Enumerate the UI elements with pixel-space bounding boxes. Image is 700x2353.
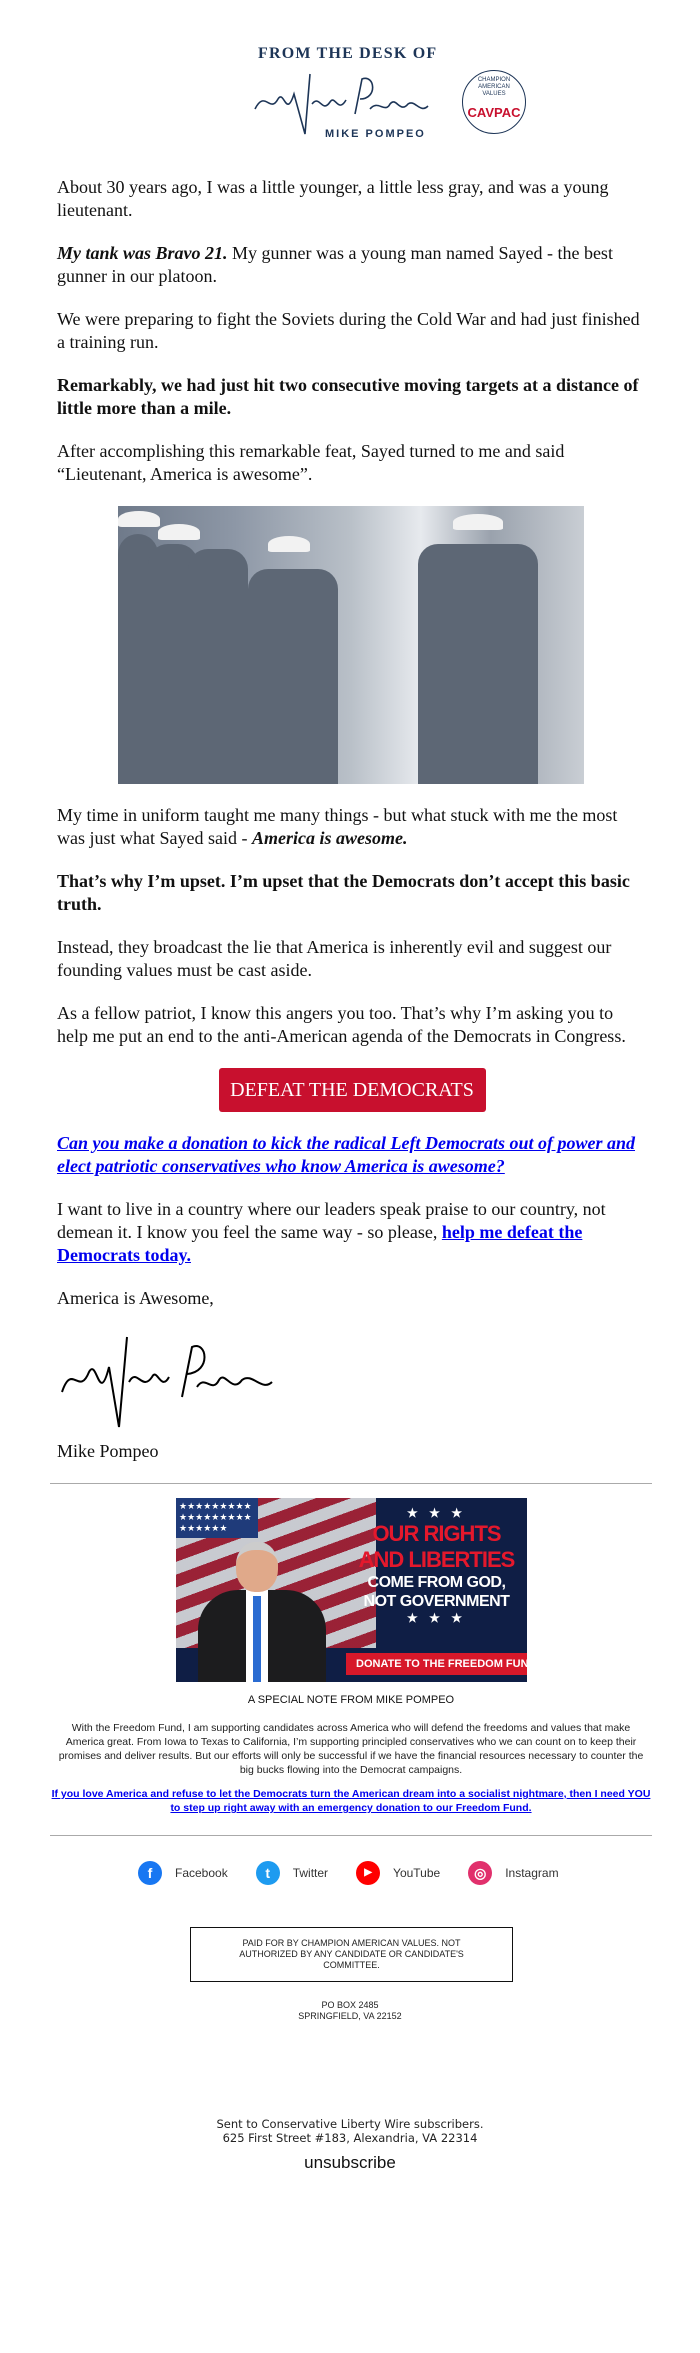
paragraph	[57, 870, 647, 916]
paragraph: We were preparing to fight the Soviets during the Cold War and had just finished a training run.	[57, 309, 640, 352]
divider	[50, 1835, 652, 1836]
sent-to-footer	[0, 2117, 700, 2145]
social-label: Instagram	[505, 1866, 559, 1880]
social-label: Facebook	[175, 1866, 228, 1880]
tie-shape	[253, 1596, 261, 1682]
bold-text: That’s why I’m upset. I’m upset that the Democrats don’t accept this basic truth.	[57, 871, 630, 914]
unsubscribe-link[interactable]: unsubscribe	[304, 2153, 396, 2172]
paragraph	[57, 374, 647, 420]
instagram-icon: ◎	[468, 1861, 492, 1885]
cadet-cap	[453, 514, 503, 530]
social-youtube[interactable]	[356, 1861, 440, 1885]
pompeo-photo	[188, 1528, 338, 1682]
defeat-link[interactable]: help me defeat the Democrats today.	[57, 1222, 583, 1265]
signoff-name: Mike Pompeo	[57, 1441, 159, 1461]
paragraph: Instead, they broadcast the lie that America is inherently evil and suggest our founding values must be cast aside.	[57, 937, 612, 980]
po-address	[0, 2000, 700, 2022]
stars-top: ★ ★ ★	[407, 1506, 466, 1520]
emphasis: America is awesome.	[251, 828, 408, 848]
special-note-title: A SPECIAL NOTE FROM MIKE POMPEO	[247, 1694, 455, 1706]
paragraph-text: I want to live in a country where our leaders speak praise to our country, not demean it. I know you feel the same way - so please,	[57, 1199, 606, 1242]
twitter-icon: t	[256, 1861, 280, 1885]
lower-section	[0, 1483, 700, 2193]
social-links	[138, 1861, 700, 1885]
paragraph-text: My gunner was a young man named Sayed - the best gunner in our platoon.	[57, 243, 613, 286]
social-label: Twitter	[292, 1866, 329, 1880]
facebook-icon: f	[138, 1861, 162, 1885]
paragraph	[57, 804, 647, 850]
signature-icon	[57, 1332, 297, 1432]
sender-address: 625 First Street #183, Alexandria, VA 22314	[222, 2131, 478, 2145]
cadets-photo	[118, 506, 584, 784]
defeat-democrats-button[interactable]: DEFEAT THE DEMOCRATS	[219, 1068, 486, 1112]
banner-line4: NOT GOVERNMENT	[363, 1593, 510, 1610]
paid-for-disclaimer: PAID FOR BY CHAMPION AMERICAN VALUES. NOT AUTHORIZED BY ANY CANDIDATE OR CANDIDATE'S COMMITTEE.	[190, 1927, 513, 1982]
cavpac-seal	[462, 70, 526, 134]
social-label: YouTube	[393, 1866, 441, 1880]
special-note-body: With the Freedom Fund, I am supporting candidates across America who will defend the freedoms and values that make America great. From Iowa to Texas to California, I’m supporting principled conservatives who we can count on to keep their promises and deliver results. But our efforts will only be successful if we have the financial resources necessary to counter the big bucks flowing into the Democrat campaigns.	[58, 1722, 644, 1776]
seal-text: CAVPAC	[467, 105, 521, 120]
special-note-link-wrap	[50, 1787, 652, 1815]
youtube-icon: ▶	[356, 1861, 380, 1885]
donate-link[interactable]: Can you make a donation to kick the radical Left Democrats out of power and elect patriotic conservatives who know America is awesome?	[57, 1133, 636, 1176]
header-name: MIKE POMPEO	[325, 128, 426, 140]
banner-line2: AND LIBERTIES	[358, 1547, 515, 1572]
sent-to-text: Sent to Conservative Liberty Wire subscribers.	[216, 2117, 484, 2131]
flag-canton: ★★★★★★★★★★★★★★★★★★★★★★★★	[176, 1498, 258, 1538]
cadet-cap	[268, 536, 310, 552]
paragraph	[57, 1198, 647, 1267]
paragraph: As a fellow patriot, I know this angers you too. That’s why I’m asking you to help me put an end to the anti-American agenda of the Democrats in Congress.	[57, 1003, 626, 1046]
cadet-figure	[418, 544, 538, 784]
po-box: PO BOX 2485	[321, 2000, 379, 2010]
paragraph	[57, 242, 647, 288]
closing: America is Awesome,	[57, 1288, 214, 1308]
letterhead-logo	[240, 0, 530, 160]
paragraph-text: My time in uniform taught me many things - but what stuck with me the most was just what Sayed said -	[57, 805, 618, 848]
social-facebook[interactable]	[138, 1861, 228, 1885]
bold-text: Remarkably, we had just hit two consecutive moving targets at a distance of little more than a mile.	[57, 375, 639, 418]
donate-freedom-fund-bar: DONATE TO THE FREEDOM FUND →	[346, 1653, 527, 1675]
po-city: SPRINGFIELD, VA 22152	[298, 2011, 402, 2021]
seal-ring-text: CHAMPION AMERICAN VALUES	[477, 77, 511, 97]
banner-line1: OUR RIGHTS	[372, 1521, 501, 1546]
emphasis: My tank was Bravo 21.	[57, 243, 228, 263]
banner-headline	[346, 1506, 527, 1626]
stars-bottom: ★ ★ ★	[407, 1611, 466, 1625]
cadet-cap	[158, 524, 200, 540]
divider	[50, 1483, 652, 1484]
banner-line3: COME FROM GOD,	[367, 1574, 506, 1591]
paragraph: About 30 years ago, I was a little younger, a little less gray, and was a young lieutenant.	[57, 177, 609, 220]
letter-body	[57, 176, 647, 1463]
social-instagram[interactable]	[468, 1861, 558, 1885]
head-shape	[236, 1542, 278, 1592]
cadet-figure	[248, 569, 338, 784]
cadet-figure	[188, 549, 248, 784]
social-twitter[interactable]	[256, 1861, 328, 1885]
emergency-donation-link[interactable]: If you love America and refuse to let the Democrats turn the American dream into a socialist nightmare, then I need YOU to step up right away with an emergency donation to our Freedom Fund.	[51, 1788, 651, 1814]
freedom-fund-banner[interactable]	[176, 1498, 551, 1682]
from-desk-text: FROM THE DESK OF	[258, 45, 438, 62]
paragraph: After accomplishing this remarkable feat, Sayed turned to me and said “Lieutenant, America is awesome”.	[57, 441, 565, 484]
cadet-cap	[118, 511, 160, 527]
paragraph	[57, 1132, 647, 1178]
